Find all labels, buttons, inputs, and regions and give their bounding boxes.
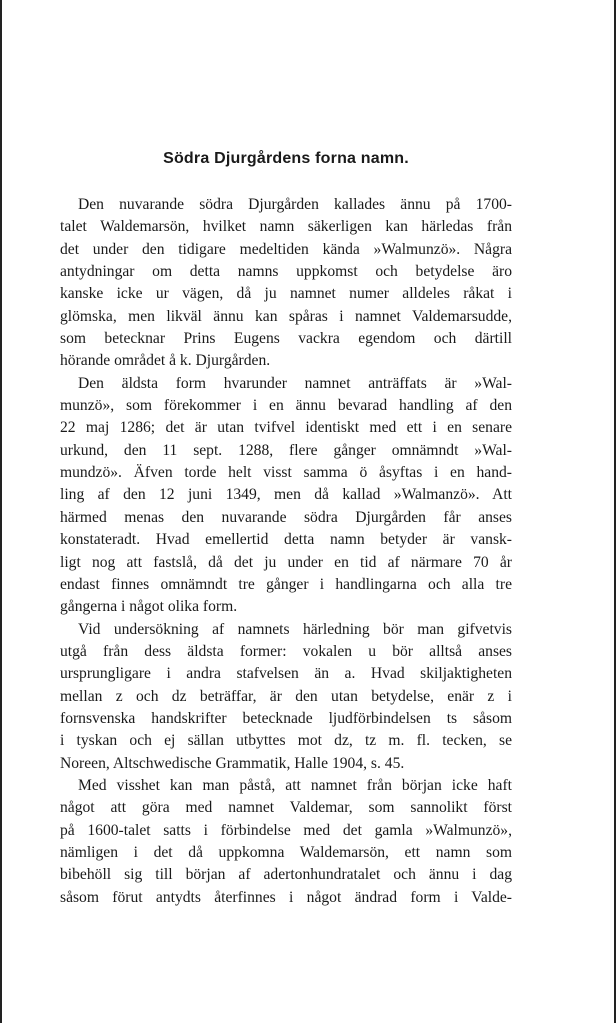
text-line: som betecknar Prins Eugens vackra egendom och därtill	[60, 330, 512, 348]
text-line: Med visshet kan man påstå, att namnet från början icke haft	[78, 776, 512, 794]
body-text	[60, 194, 512, 909]
text-line: på 1600-talet satts i förbindelse med det gamla »Walmunzö»,	[60, 821, 512, 839]
text-line: antydningar om detta namns uppkomst och betydelse äro	[60, 263, 512, 281]
page-title: Södra Djurgårdens forna namn.	[163, 150, 409, 167]
page-left-edge	[0, 0, 2, 1023]
text-line: konstateradt. Hvad emellertid detta namn betyder är vansk-	[60, 531, 512, 549]
text-line: nämligen i det då uppkomna Waldemarsön, ett namn som	[60, 843, 512, 861]
text-line: ligt nog att fastslå, då det ju under en tid af närmare 70 år	[60, 553, 512, 571]
text-line: något att göra med namnet Valdemar, som sannolikt först	[60, 799, 512, 817]
text-line: ursprungligare i andra stafvelsen än a. Hvad skiljaktigheten	[60, 665, 512, 683]
text-line: urkund, den 11 sept. 1288, flere gånger omnämndt »Wal-	[60, 441, 512, 459]
text-line: i tyskan och ej sällan utbyttes mot dz, tz m. fl. tecken, se	[60, 732, 512, 750]
text-line: talet Waldemarsön, hvilket namn säkerligen kan härledas från	[60, 218, 512, 236]
text-line: såsom förut antydts återfinnes i något ändrad form i Valde-	[60, 888, 512, 906]
text-line: det under den tidigare medeltiden kända »Walmunzö». Några	[60, 240, 512, 258]
text-line: munzö», som förekommer i en ännu bevarad handling af den	[60, 397, 512, 415]
text-line: Den äldsta form hvarunder namnet anträffats är »Wal-	[78, 374, 512, 392]
text-line: Noreen, Altschwedische Grammatik, Halle 1904, s. 45.	[60, 754, 405, 772]
text-line: mellan z och dz beträffar, är den utan betydelse, enär z i	[60, 687, 512, 705]
text-line: kanske icke ur vägen, då ju namnet numer alldeles råkat i	[60, 285, 512, 303]
text-line: fornsvenska handskrifter betecknade ljudförbindelsen ts såsom	[60, 709, 512, 727]
text-line: glömska, men likväl ännu kan spåras i namnet Valdemarsudde,	[60, 307, 512, 325]
text-line: gångerna i något olika form.	[60, 598, 238, 616]
text-line: 22 maj 1286; det är utan tvifvel identiskt med ett i en senare	[60, 419, 512, 437]
text-line: Vid undersökning af namnets härledning bör man gifvetvis	[78, 620, 512, 638]
text-line: härmed menas den nuvarande södra Djurgården får anses	[60, 508, 512, 526]
text-line: mundzö». Äfven torde helt visst samma ö åsyftas i en hand-	[60, 464, 512, 482]
text-line: bibehöll sig till början af adertonhundratalet och ännu i dag	[60, 866, 512, 884]
text-line: endast finnes omnämndt tre gånger i handlingarna och alla tre	[60, 575, 512, 593]
text-line: utgå från dess äldsta former: vokalen u bör alltså anses	[60, 642, 512, 660]
page-body	[60, 148, 512, 909]
text-line: ling af den 12 juni 1349, men då kallad »Walmanzö». Att	[60, 486, 512, 504]
text-line: Den nuvarande södra Djurgården kallades ännu på 1700-	[78, 196, 512, 213]
text-line: hörande området å k. Djurgården.	[60, 352, 271, 370]
